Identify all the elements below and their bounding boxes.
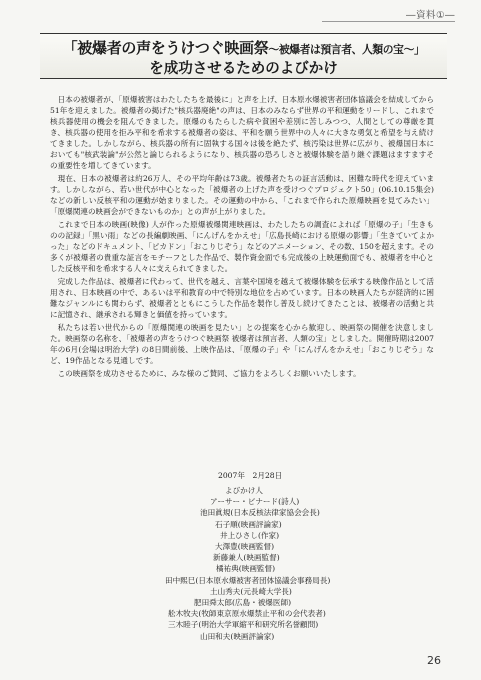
signatory: 田中熙巳(日本原水爆被害者団体協議会事務局長) — [165, 575, 331, 585]
paragraph: これまで日本の映画(映像) 人が作った原爆被爆関連映画は、わたしたちの調査によれば「原爆の子」「生きものの記録」「黒い雨」などの長編劇映画、「にんげんをかえせ」「広島長崎における原爆の影響」「生きていてよかった」などのドキュメント、「ピカドン」「おこりじぞう」などのアニメーション、その数、150を超えます。その多くが被爆者の貴重な証言をモチーフとした作品で、製作資金面でも完成後の上映運動面でも、被爆者を中心とした反核平和を希求する人々に支えられてきました。 — [50, 219, 434, 274]
title-line-1 — [40, 37, 447, 58]
signatory: 石子順(映画評論家) — [215, 519, 282, 529]
paragraph: この映画祭を成功させるために、みな様のご賛同、ご協力をよろしくお願いいたします。 — [57, 368, 361, 378]
signatory: 橘祐典(映画監督) — [216, 564, 276, 574]
signatory-list — [100, 485, 460, 642]
page-number: 26 — [427, 654, 441, 667]
signatory: アーサー・ビナード(詩人) — [210, 497, 300, 507]
paragraph: 私たちは若い世代からの「原爆関連の映画を見たい」との提案を心から歓迎し、映画祭の開催を決意しました。映画祭の名称を、「被爆者の声をうけつぐ映画祭 被爆者は預言者、人類の宝」としました。開催時期は2007年の6月(会場は明治大学) の8日間前後、上映作品は、「原爆の子」や「にんげんをかえせ」「おこりじぞう」など、19作品となる見通しです。 — [50, 322, 434, 365]
title-box — [40, 33, 447, 79]
signatory: 山田和夫(映画評論家) — [200, 631, 275, 641]
signatory: 土山秀夫(元長崎大学長) — [210, 586, 292, 596]
paragraph: 完成した作品は、被爆者に代わって、世代を越え、言葉や国境を越えて被爆体験を伝承する映像作品として活用され、日本映画の中で、あるいは平和教育の中で特別な地位を占めています。日本の映画人たちが経済的に困難なジャンルにも関わらず、被爆者とともにこうした作品を製作し普及し続けてきたことは、被爆者の活動と共に記憶され、継承される輝きと価値を持っています。 — [50, 276, 434, 319]
signatory: 池田眞規(日本反核法律家協会会長) — [200, 508, 320, 518]
signatory: 新藤兼人(映画監督) — [213, 553, 280, 563]
signatory: 三木睦子(明治大学軍縮平和研究所名誉顧問) — [168, 620, 319, 630]
signatory: 肥田舜太郎(広島・被爆医師) — [194, 598, 292, 608]
document-date: 2007年 2月28日 — [218, 471, 283, 480]
signatory: 大澤豊(映画監督) — [215, 542, 275, 552]
appeal-body — [50, 94, 434, 380]
signatory: 井上ひさし(作家) — [220, 530, 280, 540]
paragraph: 日本の被爆者が、「原爆被害はわたしたちを最後に」と声を上げ、日本原水爆被害者団体協議会を結成してから51年を迎えました。被爆者の掲げた"核兵器廃絶"の声は、日本のみならず世界の平和運動をリードし、これまで核兵器使用の機会を阻んできました。原爆のもたらした病や貧困や差別に苦しみつつ、人間としての尊厳を貫き、核兵器の使用を拒み平和を希求する被爆者の姿は、平和を願う世界中の人々に大きな勇気と希望を与え続けてきました。しかしながら、核兵器の所有に固執する国々は後を絶たず、核汚染は世界に広がり、被爆国日本においても"核武装論"が公然と論じられるようになり、核兵器の恐ろしさと被爆体験を語り継ぐ課題はますますその重要性を増してきています。 — [50, 95, 434, 171]
title-subtitle: ～被爆者は預言者、人類の宝～」 — [268, 43, 425, 56]
signatory: 舩木牧夫(牧師東京原水爆禁止平和の会代表者) — [168, 609, 326, 619]
section-label: ―資料①― — [405, 10, 455, 21]
header-divider — [322, 21, 455, 22]
title-line-2: を成功させるためのよびかけ — [149, 61, 338, 77]
title-main: 「被爆者の声をうけつぐ映画祭 — [62, 39, 269, 57]
signatory-heading: よびかけ人 — [225, 486, 263, 495]
paragraph: 現在、日本の被爆者は約26万人、その平均年齢は73歳。被爆者たちの証言活動は、困難な時代を迎えています。しかしながら、若い世代が中心となった「被爆者の上げた声を受けつぐプロジェクト50」(06.10.15集会) などの新しい反核平和の運動が始まりました。その運動の中から、「これまで作られた原爆映画を見てみたい」「原爆関連の映画会ができないものか」との声が上がりました。 — [50, 174, 434, 217]
